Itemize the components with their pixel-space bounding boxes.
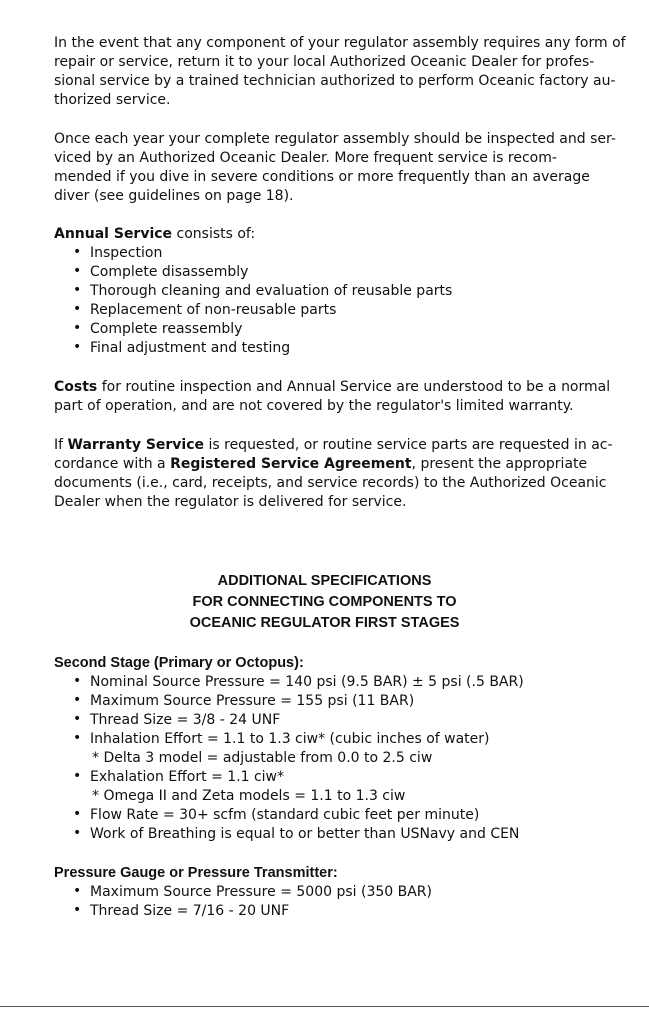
specs-title (0, 571, 649, 634)
list-item: • Thread Size = 7/16 - 20 UNF (54, 902, 614, 921)
list-item: • Maximum Source Pressure = 155 psi (11 BAR) (54, 692, 614, 711)
specs-title-line: ADDITIONAL SPECIFICATIONS (217, 573, 432, 589)
warranty-line (54, 455, 614, 474)
list-item: • Replacement of non-reusable parts (54, 301, 614, 320)
yearly-service-paragraph (54, 130, 614, 206)
warranty-text: , present the appropriate (411, 456, 588, 472)
intro-line: In the event that any component of your regulator assembly requires any form of (54, 35, 626, 51)
intro-paragraph (54, 34, 626, 110)
list-item: • Maximum Source Pressure = 5000 psi (350 BAR) (54, 883, 614, 902)
warranty-prefix: If (54, 437, 68, 453)
list-note: * Delta 3 model = adjustable from 0.0 to 2.5 ciw (92, 750, 433, 766)
bottom-rule (0, 1006, 649, 1007)
list-item: • Final adjustment and testing (54, 339, 614, 358)
costs-line (54, 378, 614, 397)
warranty-line (54, 436, 614, 455)
second-stage-list (54, 673, 614, 844)
intro-line: sional service by a trained technician authorized to perform Oceanic factory au- (54, 73, 616, 89)
annual-service-suffix: consists of: (172, 226, 256, 242)
intro-line: repair or service, return it to your local Authorized Oceanic Dealer for profes- (54, 54, 595, 70)
specs-title-line: OCEANIC REGULATOR FIRST STAGES (189, 615, 460, 631)
costs-heading: Costs (54, 379, 98, 395)
list-item: • Thread Size = 3/8 - 24 UNF (54, 711, 614, 730)
specs-title-line: FOR CONNECTING COMPONENTS TO (192, 594, 457, 610)
costs-line: part of operation, and are not covered by the regulator's limited warranty. (54, 398, 574, 414)
gauge-section (54, 864, 614, 921)
second-stage-section (54, 654, 614, 844)
annual-service-section (54, 225, 614, 358)
intro-line: thorized service. (54, 92, 171, 108)
yearly-line: mended if you dive in severe conditions or more frequently than an average (54, 169, 590, 185)
costs-text: for routine inspection and Annual Service are understood to be a normal (97, 379, 611, 395)
warranty-heading: Warranty Service (67, 437, 205, 453)
warranty-text: is requested, or routine service parts are requested in ac- (204, 437, 613, 453)
annual-service-heading: Annual Service (54, 226, 173, 242)
list-item: • Flow Rate = 30+ scfm (standard cubic feet per minute) (54, 806, 614, 825)
warranty-paragraph (54, 436, 614, 512)
costs-paragraph (54, 378, 614, 416)
gauge-list (54, 883, 614, 921)
annual-service-list (54, 244, 614, 358)
yearly-line: diver (see guidelines on page 18). (54, 188, 294, 204)
list-note: * Omega II and Zeta models = 1.1 to 1.3 ciw (92, 788, 406, 804)
warranty-line: Dealer when the regulator is delivered for service. (54, 494, 407, 510)
list-item: • Complete disassembly (54, 263, 614, 282)
list-item: • Inhalation Effort = 1.1 to 1.3 ciw* (cubic inches of water) (54, 730, 614, 749)
warranty-text: cordance with a (54, 456, 171, 472)
list-item: • Nominal Source Pressure = 140 psi (9.5 BAR) ± 5 psi (.5 BAR) (54, 673, 614, 692)
second-stage-heading: Second Stage (Primary or Octopus): (54, 655, 304, 671)
annual-service-intro (54, 225, 614, 244)
list-item: • Inspection (54, 244, 614, 263)
registered-service-agreement: Registered Service Agreement (170, 456, 412, 472)
gauge-heading: Pressure Gauge or Pressure Transmitter: (54, 865, 338, 881)
yearly-line: Once each year your complete regulator assembly should be inspected and ser- (54, 131, 616, 147)
list-item: • Thorough cleaning and evaluation of reusable parts (54, 282, 614, 301)
yearly-line: viced by an Authorized Oceanic Dealer. More frequent service is recom- (54, 150, 557, 166)
list-item: • Exhalation Effort = 1.1 ciw* (54, 768, 614, 787)
list-item: • Complete reassembly (54, 320, 614, 339)
list-item: • Work of Breathing is equal to or better than USNavy and CEN (54, 825, 614, 844)
warranty-line: documents (i.e., card, receipts, and service records) to the Authorized Oceanic (54, 475, 607, 491)
